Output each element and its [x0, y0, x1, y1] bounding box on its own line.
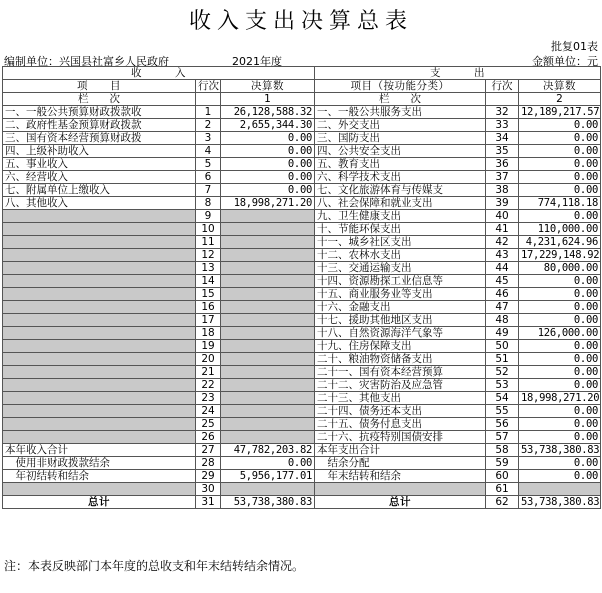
expense-item-label: 总计 [315, 496, 486, 509]
expense-row-number: 35 [486, 145, 519, 158]
expense-row-number: 38 [486, 184, 519, 197]
expense-item-label: 二十三、其他支出 [315, 392, 486, 405]
income-amount-header: 决算数 [221, 80, 315, 93]
expense-item-label: 十一、城乡社区支出 [315, 236, 486, 249]
income-item-label: 使用非财政拨款结余 [3, 457, 196, 470]
income-row-number: 15 [196, 288, 221, 301]
table-row [3, 171, 601, 184]
income-amount [221, 418, 315, 431]
expense-item-label: 十六、金融支出 [315, 301, 486, 314]
income-item-label [3, 262, 196, 275]
expense-amount: 0.00 [519, 145, 601, 158]
expense-amount: 0.00 [519, 379, 601, 392]
income-item-label: 二、政府性基金预算财政拨款 [3, 119, 196, 132]
income-item-label [3, 379, 196, 392]
expense-lanci: 栏 次 [315, 93, 486, 106]
income-amount: 0.00 [221, 184, 315, 197]
unit-label: 编制单位：兴国县社富乡人民政府 [4, 55, 169, 68]
income-row-number: 30 [196, 483, 221, 496]
income-item-label [3, 340, 196, 353]
expense-item-label: 二十二、灾害防治及应急管 [315, 379, 486, 392]
income-item-label [3, 301, 196, 314]
expense-item-label: 九、卫生健康支出 [315, 210, 486, 223]
income-amount: 5,956,177.01 [221, 470, 315, 483]
expense-item-label: 八、社会保障和就业支出 [315, 197, 486, 210]
income-row-number: 12 [196, 249, 221, 262]
income-item-label [3, 366, 196, 379]
income-row-number: 1 [196, 106, 221, 119]
table-row [3, 132, 601, 145]
expense-amount: 0.00 [519, 366, 601, 379]
expense-amount: 0.00 [519, 340, 601, 353]
expense-row-number: 40 [486, 210, 519, 223]
table-row [3, 301, 601, 314]
expense-amount: 17,229,148.92 [519, 249, 601, 262]
expense-header: 支 出 [315, 67, 601, 80]
income-amount: 26,128,588.32 [221, 106, 315, 119]
income-header: 收 入 [3, 67, 315, 80]
expense-item-label: 结余分配 [315, 457, 486, 470]
table-row [3, 444, 601, 457]
income-row-number: 4 [196, 145, 221, 158]
expense-row-number: 32 [486, 106, 519, 119]
expense-amount: 0.00 [519, 353, 601, 366]
income-amount [221, 340, 315, 353]
expense-item-label: 十三、交通运输支出 [315, 262, 486, 275]
income-item-label: 一、一般公共预算财政拨款收 [3, 106, 196, 119]
expense-item-label: 十九、住房保障支出 [315, 340, 486, 353]
income-amount [221, 249, 315, 262]
income-item-label [3, 392, 196, 405]
income-item-label [3, 327, 196, 340]
income-item-label [3, 431, 196, 444]
expense-item-label: 十二、农林水支出 [315, 249, 486, 262]
expense-amount: 0.00 [519, 275, 601, 288]
income-item-label: 五、事业收入 [3, 158, 196, 171]
expense-row-number: 39 [486, 197, 519, 210]
income-row-number: 24 [196, 405, 221, 418]
expense-amount: 0.00 [519, 171, 601, 184]
income-amount [221, 236, 315, 249]
expense-amount: 126,000.00 [519, 327, 601, 340]
expense-row-number: 34 [486, 132, 519, 145]
table-row [3, 184, 601, 197]
income-item-label [3, 405, 196, 418]
income-row-number: 31 [196, 496, 221, 509]
table-row [3, 314, 601, 327]
income-amount [221, 327, 315, 340]
expense-col-number: 2 [519, 93, 601, 106]
expense-seq-header: 行次 [486, 80, 519, 93]
expense-amount: 0.00 [519, 132, 601, 145]
income-row-number: 8 [196, 197, 221, 210]
expense-row-number: 45 [486, 275, 519, 288]
table-row [3, 236, 601, 249]
expense-amount: 0.00 [519, 470, 601, 483]
expense-amount: 0.00 [519, 301, 601, 314]
expense-item-label: 十五、商业服务业等支出 [315, 288, 486, 301]
income-amount: 47,782,203.82 [221, 444, 315, 457]
expense-row-number: 62 [486, 496, 519, 509]
expense-row-number: 37 [486, 171, 519, 184]
income-row-number: 2 [196, 119, 221, 132]
income-item-label [3, 275, 196, 288]
income-col-number: 1 [221, 93, 315, 106]
income-item-label: 总计 [3, 496, 196, 509]
income-lanci-seq [196, 93, 221, 106]
expense-amount: 4,231,624.96 [519, 236, 601, 249]
income-item-label [3, 418, 196, 431]
income-amount [221, 210, 315, 223]
income-amount [221, 392, 315, 405]
table-row [3, 392, 601, 405]
expense-item-label: 三、国防支出 [315, 132, 486, 145]
expense-item-label: 十七、援助其他地区支出 [315, 314, 486, 327]
income-amount [221, 366, 315, 379]
expense-item-label: 二十五、债务付息支出 [315, 418, 486, 431]
expense-amount: 80,000.00 [519, 262, 601, 275]
table-row [3, 366, 601, 379]
expense-row-number: 43 [486, 249, 519, 262]
expense-item-label: 二十一、国有资本经营预算 [315, 366, 486, 379]
expense-row-number: 46 [486, 288, 519, 301]
table-row [3, 223, 601, 236]
summary-table [2, 66, 601, 509]
table-row [3, 145, 601, 158]
expense-amount: 0.00 [519, 314, 601, 327]
income-row-number: 28 [196, 457, 221, 470]
income-row-number: 27 [196, 444, 221, 457]
expense-row-number: 33 [486, 119, 519, 132]
income-amount [221, 353, 315, 366]
expense-row-number: 51 [486, 353, 519, 366]
income-row-number: 25 [196, 418, 221, 431]
expense-item-label: 五、教育支出 [315, 158, 486, 171]
expense-amount: 18,998,271.20 [519, 392, 601, 405]
expense-amount: 0.00 [519, 119, 601, 132]
report-title: 收入支出决算总表 [188, 9, 413, 34]
income-amount [221, 301, 315, 314]
expense-row-number: 56 [486, 418, 519, 431]
expense-item-label: 一、一般公共服务支出 [315, 106, 486, 119]
income-item-label: 六、经营收入 [3, 171, 196, 184]
table-row [3, 327, 601, 340]
income-row-number: 26 [196, 431, 221, 444]
form-code: 批复01表 [551, 40, 598, 53]
expense-amount: 12,189,217.57 [519, 106, 601, 119]
table-row [3, 197, 601, 210]
income-row-number: 13 [196, 262, 221, 275]
table-row [3, 379, 601, 392]
expense-item-label: 二十六、抗疫特别国债安排 [315, 431, 486, 444]
expense-item-label: 二十、粮油物资储备支出 [315, 353, 486, 366]
expense-amount: 0.00 [519, 288, 601, 301]
expense-row-number: 52 [486, 366, 519, 379]
table-row [3, 470, 601, 483]
table-row [3, 340, 601, 353]
table-row [3, 431, 601, 444]
income-amount: 53,738,380.83 [221, 496, 315, 509]
expense-item-label: 二十四、债务还本支出 [315, 405, 486, 418]
table-row [3, 457, 601, 470]
expense-item-label: 十、节能环保支出 [315, 223, 486, 236]
expense-lanci-seq [486, 93, 519, 106]
expense-row-number: 44 [486, 262, 519, 275]
expense-amount: 0.00 [519, 184, 601, 197]
income-amount [221, 405, 315, 418]
income-row-number: 10 [196, 223, 221, 236]
expense-row-number: 58 [486, 444, 519, 457]
report-year: 2021年度 [232, 55, 282, 68]
income-row-number: 11 [196, 236, 221, 249]
income-seq-header: 行次 [196, 80, 221, 93]
expense-amount: 110,000.00 [519, 223, 601, 236]
income-amount [221, 223, 315, 236]
header-row-section [3, 67, 601, 80]
income-row-number: 14 [196, 275, 221, 288]
income-row-number: 18 [196, 327, 221, 340]
table-row [3, 249, 601, 262]
income-amount [221, 288, 315, 301]
expense-row-number: 41 [486, 223, 519, 236]
income-amount: 0.00 [221, 145, 315, 158]
expense-row-number: 47 [486, 301, 519, 314]
table-row [3, 275, 601, 288]
expense-amount [519, 483, 601, 496]
income-item-label: 三、国有资本经营预算财政拨 [3, 132, 196, 145]
income-amount: 2,655,344.30 [221, 119, 315, 132]
income-item-label [3, 223, 196, 236]
expense-item-label: 十八、自然资源海洋气象等 [315, 327, 486, 340]
expense-row-number: 60 [486, 470, 519, 483]
income-amount [221, 262, 315, 275]
expense-row-number: 53 [486, 379, 519, 392]
income-amount: 0.00 [221, 457, 315, 470]
income-amount: 0.00 [221, 171, 315, 184]
income-row-number: 23 [196, 392, 221, 405]
expense-item-label: 年末结转和结余 [315, 470, 486, 483]
income-amount [221, 379, 315, 392]
income-item-label [3, 249, 196, 262]
income-row-number: 3 [196, 132, 221, 145]
expense-item-label: 四、公共安全支出 [315, 145, 486, 158]
income-item-label [3, 210, 196, 223]
expense-row-number: 42 [486, 236, 519, 249]
income-item-label: 四、上级补助收入 [3, 145, 196, 158]
expense-amount: 0.00 [519, 405, 601, 418]
income-lanci: 栏 次 [3, 93, 196, 106]
income-amount [221, 431, 315, 444]
expense-amount: 53,738,380.83 [519, 496, 601, 509]
expense-amount: 0.00 [519, 418, 601, 431]
table-row [3, 210, 601, 223]
header-row-lanci [3, 93, 601, 106]
expense-row-number: 59 [486, 457, 519, 470]
income-amount: 0.00 [221, 132, 315, 145]
table-row [3, 158, 601, 171]
expense-amount: 53,738,380.83 [519, 444, 601, 457]
table-row [3, 418, 601, 431]
table-row [3, 353, 601, 366]
table-row [3, 496, 601, 509]
expense-item-label: 二、外交支出 [315, 119, 486, 132]
income-row-number: 6 [196, 171, 221, 184]
income-amount: 0.00 [221, 158, 315, 171]
expense-row-number: 36 [486, 158, 519, 171]
expense-item-label: 七、文化旅游体育与传媒支 [315, 184, 486, 197]
income-amount [221, 483, 315, 496]
income-item-label: 八、其他收入 [3, 197, 196, 210]
expense-amount-header: 决算数 [519, 80, 601, 93]
expense-amount: 0.00 [519, 431, 601, 444]
income-row-number: 7 [196, 184, 221, 197]
income-amount [221, 275, 315, 288]
expense-row-number: 50 [486, 340, 519, 353]
income-item-label [3, 353, 196, 366]
income-row-number: 21 [196, 366, 221, 379]
income-item-label [3, 483, 196, 496]
expense-row-number: 48 [486, 314, 519, 327]
income-row-number: 16 [196, 301, 221, 314]
income-amount [221, 314, 315, 327]
income-row-number: 5 [196, 158, 221, 171]
income-item-header: 项 目 [3, 80, 196, 93]
footnote: 注：本表反映部门本年度的总收支和年末结转结余情况。 [4, 559, 305, 573]
table-row [3, 288, 601, 301]
expense-amount: 0.00 [519, 457, 601, 470]
income-row-number: 22 [196, 379, 221, 392]
expense-item-label [315, 483, 486, 496]
income-row-number: 17 [196, 314, 221, 327]
table-row [3, 119, 601, 132]
expense-item-label: 十四、资源勘探工业信息等 [315, 275, 486, 288]
header-row-columns [3, 80, 601, 93]
income-item-label: 年初结转和结余 [3, 470, 196, 483]
income-row-number: 20 [196, 353, 221, 366]
income-item-label [3, 314, 196, 327]
income-item-label: 本年收入合计 [3, 444, 196, 457]
table-row [3, 483, 601, 496]
income-row-number: 9 [196, 210, 221, 223]
expense-row-number: 61 [486, 483, 519, 496]
income-row-number: 29 [196, 470, 221, 483]
expense-amount: 0.00 [519, 210, 601, 223]
expense-amount: 774,118.18 [519, 197, 601, 210]
expense-row-number: 49 [486, 327, 519, 340]
expense-row-number: 55 [486, 405, 519, 418]
expense-item-label: 六、科学技术支出 [315, 171, 486, 184]
income-amount: 18,998,271.20 [221, 197, 315, 210]
income-row-number: 19 [196, 340, 221, 353]
expense-amount: 0.00 [519, 158, 601, 171]
expense-item-header: 项目（按功能分类） [315, 80, 486, 93]
income-item-label [3, 236, 196, 249]
expense-row-number: 57 [486, 431, 519, 444]
table-row [3, 106, 601, 119]
income-item-label: 七、附属单位上缴收入 [3, 184, 196, 197]
expense-item-label: 本年支出合计 [315, 444, 486, 457]
currency-label: 金额单位：元 [532, 55, 598, 68]
table-row [3, 405, 601, 418]
income-item-label [3, 288, 196, 301]
expense-row-number: 54 [486, 392, 519, 405]
table-row [3, 262, 601, 275]
